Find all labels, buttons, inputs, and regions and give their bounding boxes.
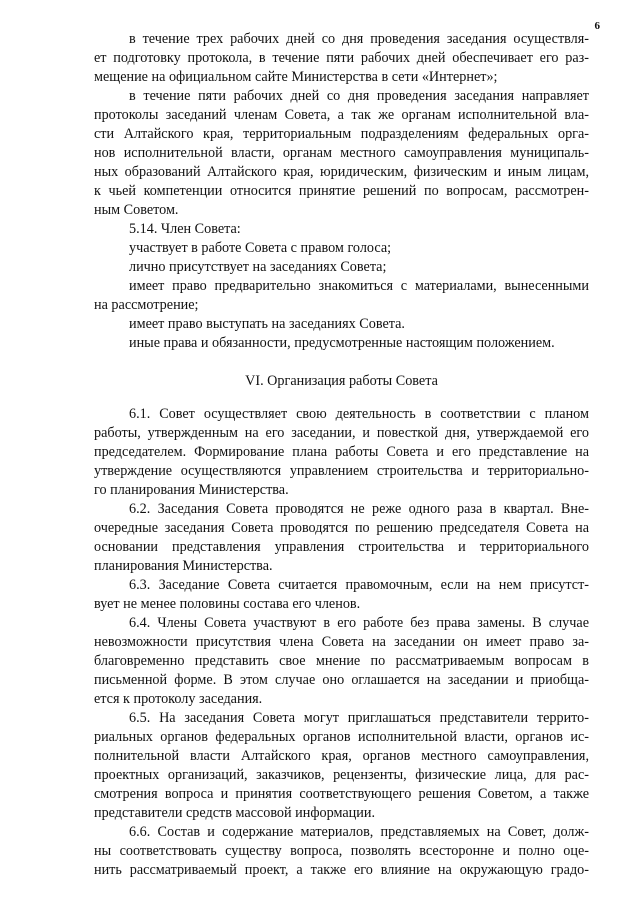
text-line: сти Алтайского края, территориальным подразделениям федеральных орга- (94, 126, 589, 142)
text-line: на рассмотрение; (94, 297, 199, 313)
text-line: имеет право предварительно знакомиться с материалами, вынесенными (129, 278, 589, 294)
text-line: основании представления управления строительства и территориального (94, 539, 589, 555)
text-line: полнительной власти Алтайского края, органов местного самоуправления, (94, 748, 589, 764)
text-line: смотрения вопроса и принятия соответствующего решения Советом, а также (94, 786, 589, 802)
text-line: участвует в работе Совета с правом голоса; (129, 240, 392, 256)
text-line: вует не менее половины состава его членов. (94, 596, 361, 612)
text-line: проектных организаций, заказчиков, рецензенты, физические лица, для рас- (94, 767, 589, 783)
text-line: риальных органов федеральных органов исполнительной власти, органов ис- (94, 729, 589, 745)
text-line: имеет право выступать на заседаниях Совета. (129, 316, 405, 332)
text-line: нов исполнительной власти, органам местного самоуправления муниципаль- (94, 145, 589, 161)
text-line: представители средств массовой информации. (94, 805, 376, 821)
text-line: 5.14. Член Совета: (129, 221, 241, 237)
text-line: го планирования Министерства. (94, 482, 289, 498)
text-line: ны соответствовать существу вопроса, позволять всесторонне и полно оце- (94, 843, 589, 859)
text-line: 6.6. Состав и содержание материалов, представляемых на Совет, долж- (129, 824, 589, 840)
text-line: к чьей компетенции относится принятие решений по вопросам, рассмотрен- (94, 183, 589, 199)
text-line: 6.3. Заседание Совета считается правомочным, если на нем присутст- (129, 577, 589, 593)
text-line: очередные заседания Совета проводятся по решению председателя Совета на (94, 520, 589, 536)
text-line: мещение на официальном сайте Министерства в сети «Интернет»; (94, 69, 498, 85)
text-line: нить рассматриваемый проект, а также его влияние на окружающую градо- (94, 862, 589, 878)
page-number: 6 (594, 20, 600, 32)
text-line: в течение трех рабочих дней со дня проведения заседания осуществля- (129, 31, 589, 47)
text-line: ных образований Алтайского края, юридическим, физическим и иным лицам, (94, 164, 589, 180)
text-line: 6.2. Заседания Совета проводятся не реже одного раза в квартал. Вне- (129, 501, 589, 517)
text-line: протоколы заседаний членам Совета, а так же органам исполнительной вла- (94, 107, 589, 123)
section-heading: VI. Организация работы Совета (245, 373, 438, 389)
text-line: ется к протоколу заседания. (94, 691, 263, 707)
text-line: председателем. Формирование плана работы Совета и его представление на (94, 444, 589, 460)
text-line: благовременно представить свое мнение по рассматриваемым вопросам в (94, 653, 589, 669)
text-line: ет подготовку протокола, в течение пяти рабочих дней обеспечивает его раз- (94, 50, 589, 66)
text-line: работы, утвержденным на его заседании, и повесткой дня, утверждаемой его (94, 425, 589, 441)
text-line: письменной форме. В этом случае оно оглашается на заседании и приобща- (94, 672, 589, 688)
text-line: в течение пяти рабочих дней со дня проведения заседания направляет (129, 88, 589, 104)
text-line: 6.5. На заседания Совета могут приглашаться представители террито- (129, 710, 589, 726)
text-line: иные права и обязанности, предусмотренные настоящим положением. (129, 335, 555, 351)
text-line: 6.4. Члены Совета участвуют в его работе без права замены. В случае (129, 615, 589, 631)
text-line: ным Советом. (94, 202, 179, 218)
text-line: 6.1. Совет осуществляет свою деятельность в соответствии с планом (129, 406, 589, 422)
text-line: планирования Министерства. (94, 558, 273, 574)
text-line: утверждение осуществляются управлением строительства и территориально- (94, 463, 589, 479)
text-line: лично присутствует на заседаниях Совета; (129, 259, 387, 275)
text-line: невозможности присутствия члена Совета на заседании он имеет право за- (94, 634, 589, 650)
